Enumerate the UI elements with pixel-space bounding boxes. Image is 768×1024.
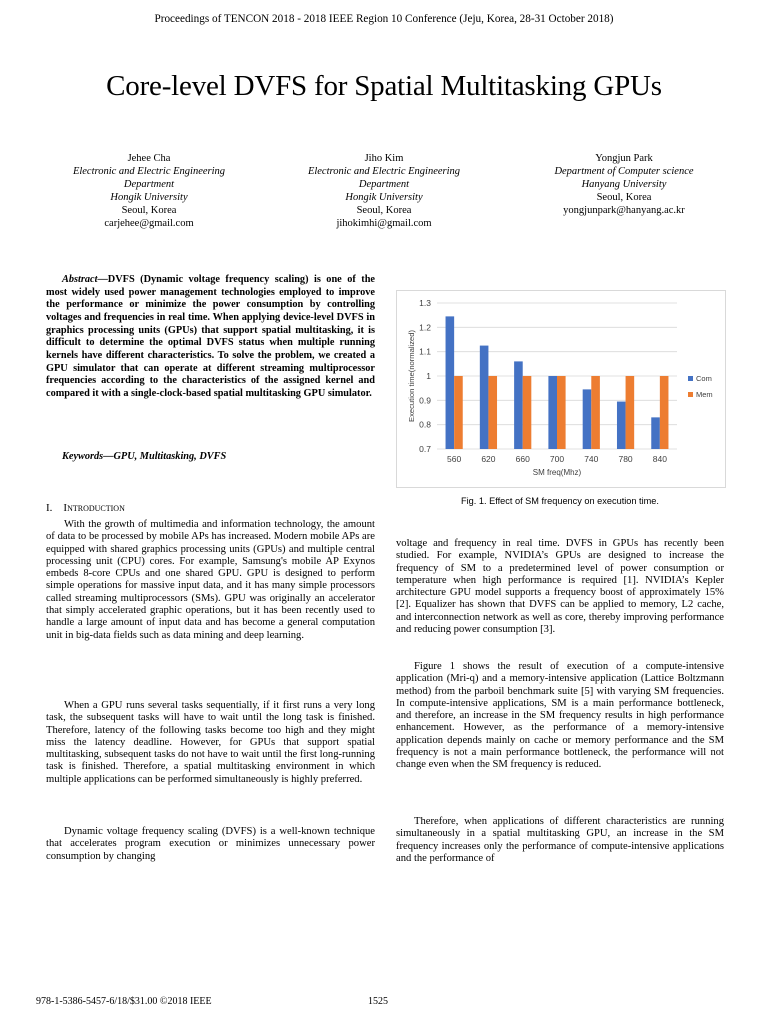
author-university: Hanyang University bbox=[581, 179, 667, 190]
y-tick-label: 1.3 bbox=[419, 298, 431, 308]
y-tick-label: 0.7 bbox=[419, 444, 431, 454]
author-email[interactable]: yongjunpark@hanyang.ac.kr bbox=[563, 205, 685, 216]
author-university: Hongik University bbox=[110, 192, 188, 203]
y-axis-label: Execution time(normalized) bbox=[407, 329, 416, 423]
page-number: 1525 bbox=[368, 996, 388, 1007]
abstract bbox=[46, 274, 375, 401]
legend-swatch-mem bbox=[688, 392, 693, 397]
y-tick-label: 0.9 bbox=[419, 395, 431, 406]
bar-com bbox=[446, 316, 455, 449]
x-tick-label: 700 bbox=[549, 454, 565, 464]
x-tick-label: 560 bbox=[447, 454, 462, 464]
author-email[interactable]: carjehee@gmail.com bbox=[104, 218, 194, 229]
author-name: Jiho Kim bbox=[364, 153, 404, 164]
author-block-3 bbox=[504, 152, 744, 217]
x-tick-label: 660 bbox=[515, 454, 530, 464]
footer-isbn: 978-1-5386-5457-6/18/$31.00 ©2018 IEEE bbox=[36, 996, 212, 1007]
x-tick-label: 740 bbox=[584, 454, 599, 464]
bar-mem bbox=[557, 376, 566, 449]
author-block-2 bbox=[264, 152, 504, 230]
chart-svg bbox=[397, 291, 725, 487]
author-university: Hongik University bbox=[345, 192, 423, 203]
y-tick-label: 1 bbox=[426, 371, 431, 381]
bar-com bbox=[514, 361, 523, 449]
author-affiliation: Department of Computer science bbox=[554, 166, 694, 177]
abstract-label: Abstract bbox=[62, 274, 98, 285]
legend-label: Mem bbox=[696, 390, 713, 399]
bar-mem bbox=[454, 376, 463, 449]
keywords-label: Keywords bbox=[62, 451, 104, 462]
bar-com bbox=[480, 346, 489, 449]
author-affiliation: Electronic and Electric Engineering bbox=[307, 166, 461, 177]
figure-1-chart bbox=[396, 290, 726, 488]
legend-label: Com bbox=[696, 374, 712, 383]
bar-mem bbox=[523, 376, 532, 449]
x-axis-label: SM freq(Mhz) bbox=[532, 468, 582, 477]
author-name: Jehee Cha bbox=[127, 153, 171, 164]
conference-header: Proceedings of TENCON 2018 - 2018 IEEE Region 10 Conference (Jeju, Korea, 28-31 October 2018) bbox=[154, 13, 614, 25]
bar-mem bbox=[488, 376, 497, 449]
bar-mem bbox=[626, 376, 635, 449]
body-paragraph: When a GPU runs several tasks sequentially, if it first runs a very long task, the subsequent tasks will have to wait until the long task is finished. Therefore, latency of the following tasks become too high and they might miss the latency deadline. However, for GPUs that support spatial multitasking, subsequent tasks do not have to wait until the first long-running task is finished. Therefore, a spatial multitasking environment in which multiple applications can be performed simultaneously is highly preferred. bbox=[46, 700, 375, 785]
body-paragraph: Therefore, when applications of different characteristics are running simultaneously in a spatial multitasking GPU, an increase in the SM frequency increases only the performance of compute-intensive applications and the performance of bbox=[396, 816, 724, 864]
x-tick-label: 780 bbox=[618, 454, 633, 464]
x-tick-label: 620 bbox=[481, 454, 496, 464]
bar-com bbox=[548, 376, 557, 449]
keywords-text: —GPU, Multitasking, DVFS bbox=[103, 451, 227, 462]
author-city: Seoul, Korea bbox=[596, 192, 652, 203]
y-tick-label: 0.8 bbox=[419, 419, 431, 430]
bar-mem bbox=[660, 376, 669, 449]
author-city: Seoul, Korea bbox=[356, 205, 412, 216]
author-department: Department bbox=[123, 179, 175, 190]
section-number: I. bbox=[46, 502, 53, 514]
abstract-text: —DVFS (Dynamic voltage frequency scaling) is one of the most widely used power management technologies employed to improve the performance or minimize the power consumption by controlling voltages and frequencies in real time. When applying device-level DVFS in graphics processing units (GPUs) that support spatial multitasking, it is difficult to determine the optimal DVFS status when multiple running kernels have different characteristics. To solve the problem, we created a GPU simulator that can operate at different streaming multiprocessor frequencies according to the characteristics of the assigned kernel and compared it with a single-clock-based spatial multitasking GPU simulator. bbox=[46, 274, 375, 399]
y-tick-label: 1.1 bbox=[419, 346, 431, 357]
author-name: Yongjun Park bbox=[595, 153, 653, 164]
keywords bbox=[46, 450, 375, 463]
figure-caption: Fig. 1. Effect of SM frequency on execution time. bbox=[461, 496, 659, 506]
body-paragraph: Dynamic voltage frequency scaling (DVFS) is a well-known technique that accelerates program execution or minimizes unnecessary power consumption by changing bbox=[46, 826, 375, 862]
body-paragraph: With the growth of multimedia and information technology, the amount of data to be processed by mobile APs has increased. Modern mobile APs are equipped with shared graphics processing units (GPUs) and multiple central processing unit (CPU) cores. For example, Samsung's mobile AP Exynos embeds 8-core CPUs and one shared GPU. GPU is designed to perform simple operations for massive input data, and it has many simple processors called streaming multiprocessors (SMs). GPU was originally an accelerator that simply accelerated graphic operations, but it has been recently used to handle a large amount of input data and has become a general computation unit in big-data fields such as data mining and deep learning. bbox=[46, 519, 375, 641]
author-affiliation: Electronic and Electric Engineering bbox=[72, 166, 226, 177]
author-department: Department bbox=[358, 179, 410, 190]
section-heading bbox=[46, 502, 125, 514]
paper-title: Core-level DVFS for Spatial Multitasking GPUs bbox=[106, 70, 662, 102]
legend-swatch-com bbox=[688, 376, 693, 381]
author-block-1 bbox=[29, 152, 269, 230]
bar-mem bbox=[591, 376, 600, 449]
author-email[interactable]: jihokimhi@gmail.com bbox=[336, 218, 432, 229]
body-paragraph: Figure 1 shows the result of execution of a compute-intensive application (Mri-q) and a memory-intensive application (Lattice Boltzmann method) from the parboil benchmark suite [5] with varying SM frequencies. In compute-intensive applications, SM is a main performance bottleneck, and therefore, an increase in the SM frequency results in high performance enhancement. However, as the performance of a memory-intensive application depends mainly on cache or memory performance and the SM frequency is not a main performance bottleneck, the performance will not change even when the SM frequency is reduced. bbox=[396, 661, 724, 771]
bar-com bbox=[617, 402, 626, 449]
bar-com bbox=[651, 417, 660, 449]
section-title: Introduction bbox=[63, 502, 125, 514]
bar-com bbox=[583, 389, 592, 449]
y-tick-label: 1.2 bbox=[419, 322, 431, 333]
body-paragraph: voltage and frequency in real time. DVFS in GPUs has recently been studied. For example, NVIDIA’s GPUs are designed to increase the frequency of SM to a predetermined level of power consumption or temperature when high performance is required [1]. NVIDIA’s Kepler architecture GPU model supports a frequency boost of approximately 15% [2]. Equalizer has shown that DVFS can be applied to memory, L2 cache, and interconnection network as well as core, thereby improving performance and reducing power consumption [3]. bbox=[396, 538, 724, 636]
x-tick-label: 840 bbox=[652, 454, 667, 464]
author-city: Seoul, Korea bbox=[121, 205, 177, 216]
